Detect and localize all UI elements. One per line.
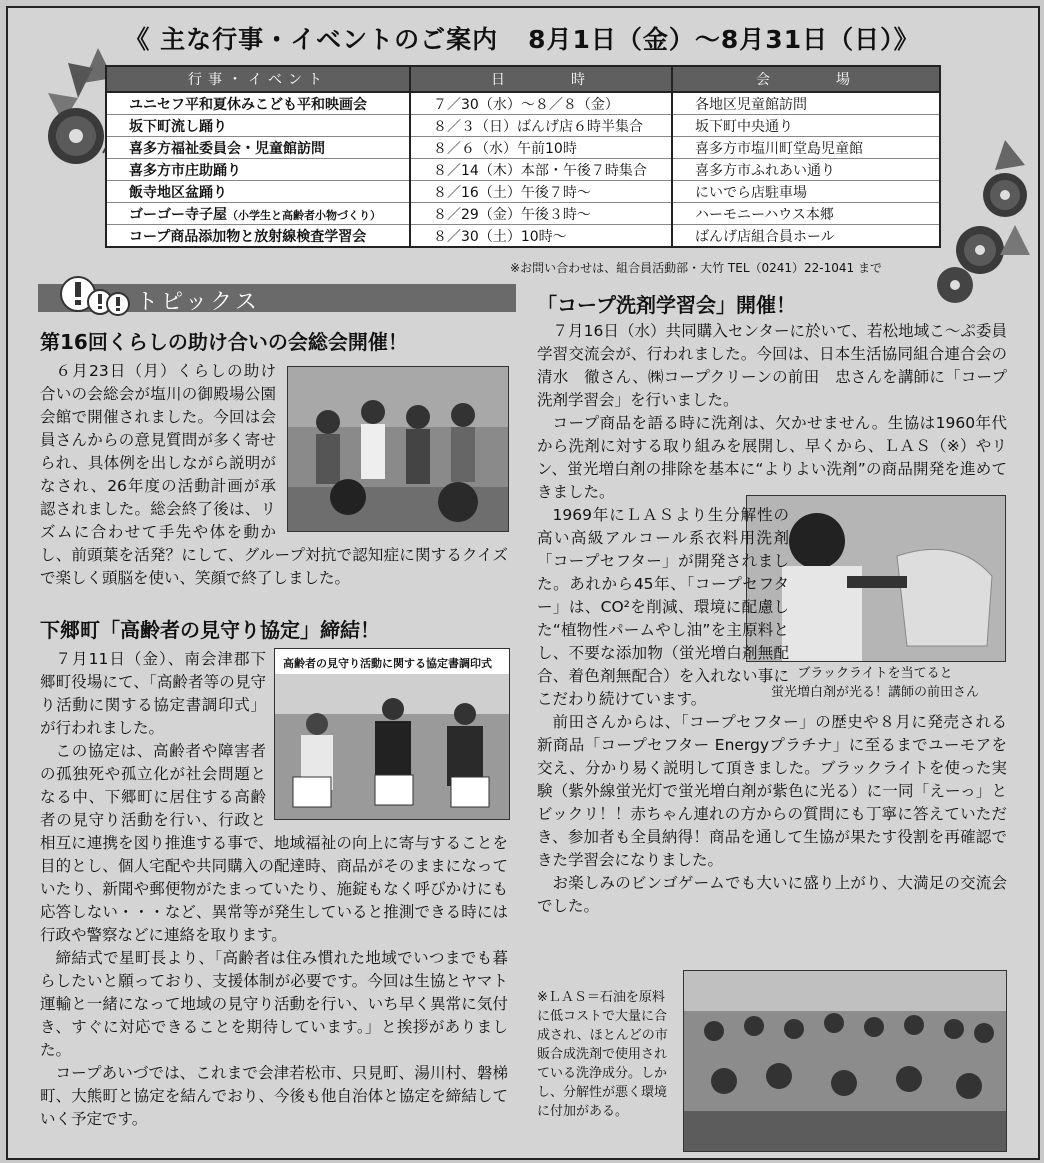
table-row (106, 225, 940, 248)
title-period: 8月1日（金）～8月31日（日）》 (528, 25, 920, 54)
table-row (106, 203, 940, 225)
header-venue: 会 場 (672, 66, 940, 92)
event-time: ８／３（日）ばんげ店６時半集合 (410, 115, 672, 137)
table-row (106, 92, 940, 115)
article2-paragraph-4: コープあいづでは、これまで会津若松市、只見町、湯川村、磐梯町、大熊町と協定を結んでおり、今後も他自治体と協定を締結していく予定です。 (40, 1064, 508, 1128)
article3-body-mid (537, 504, 1007, 918)
article2-paragraph-2: この協定は、高齢者や障害者の孤独死や孤立化が社会問題となる中、下郷町に居住する高齢者の見守り活動を行い、行政と相互に連携を図り推進する事で、地域福祉の向上に寄与することを目的とし、個人宅配や共同購入の配達時、商品がそのままになっていたり、新聞や郵便物がたまっていたり、施錠もなく呼びかけにも応答しない・・・など、異常等が発生していると推測できる時には行政や警察などに連絡を取ります。 (40, 742, 508, 944)
article3-paragraph-3: 1969年にＬＡＳより生分解性の高い高級アルコール系衣料用洗剤「コープセフター」が開発されました。あれから45年、「コープセフター」は、CO²を削減、環境に配慮した“植物性パームやし油”を主原料とし、不要な添加物（蛍光増白剤無配合、着色剤無配合）を入れない事にこだわり続けています。 (537, 506, 789, 708)
event-name: ユニセフ平和夏休みこども平和映画会 (106, 92, 410, 115)
article2-paragraph-1: ７月11日（金）、南会津郡下郷町役場にて、「高齢者等の見守り活動に関する協定書調印式」が行われました。 (40, 650, 266, 737)
photo-study-meeting (683, 970, 1007, 1152)
event-time: ８／30（土）10時～ (410, 225, 672, 248)
article2-body (40, 740, 508, 1131)
article2-heading: 下郷町「高齢者の見守り協定」締結！ (40, 618, 380, 642)
photo-banner-text: 高齢者の見守り活動に関する協定書調印式 (283, 657, 492, 670)
event-time: ８／16（土）午後７時～ (410, 181, 672, 203)
topics-label: トピックス (136, 290, 260, 315)
morning-glory-right-icon (935, 135, 1035, 310)
study-meeting-photo-image (684, 971, 1006, 1151)
topics-banner (38, 284, 516, 315)
exclamation-bubbles-icon (56, 274, 132, 318)
article3-paragraph-4: 前田さんからは、「コープセフター」の歴史や８月に発売される新商品「コープセフター Energyプラチナ」に至るまでユーモアを交え、分かり易く説明して頂きました。ブラックライトを使った実験（紫外線蛍光灯で蛍光増白剤が紫色に光る）に一同「えーっ」とビックリ！！赤ちゃん連れの方からの質問にも丁寧に答えていただき、参加者も全員納得！商品を通して生協が果たす役割を再確認できた学習会になりました。 (537, 713, 1007, 869)
event-name: 喜多方福祉委員会・児童館訪問 (106, 137, 410, 159)
events-header-row (106, 66, 940, 92)
article3-paragraph-2: コープ商品を語る時に洗剤は、欠かせません。生協は1960年代から洗剤に対する取り組みを展開し、早くから、ＬＡＳ（※）やリン、蛍光増白剤の排除を基本に“よりよい洗剤”の商品開発を進めてきました。 (537, 414, 1007, 501)
event-name: 坂下町流し踊り (106, 115, 410, 137)
event-time: ７／30（水）～８／８（金） (410, 92, 672, 115)
event-name: 飯寺地区盆踊り (106, 181, 410, 203)
article3-body-top (537, 320, 1007, 504)
article3-heading: 「コープ洗剤学習会」開催！ (537, 293, 796, 317)
table-row (106, 115, 940, 137)
article3-paragraph-5: お楽しみのビンゴゲームでも大いに盛り上がり、大満足の交流会でした。 (537, 874, 1007, 915)
event-time: ８／６（水）午前10時 (410, 137, 672, 159)
event-name: ゴーゴー寺子屋（小学生と高齢者小物づくり） (106, 203, 410, 225)
article2-col-top (40, 648, 266, 740)
blacklight-caption: ブラックライトを当てると 蛍光増白剤が光る！講師の前田さん (770, 666, 979, 700)
events-table (105, 65, 941, 248)
article3-paragraph-1: ７月16日（水）共同購入センターに於いて、若松地域こ～ぷ委員学習交流会が、行われました。今回は、日本生活協同組合連合会の清水 徹さん、㈱コープクリーンの前田 忠さんを講師に「コープ洗剤学習会」を行いました。 (537, 322, 1007, 409)
event-time: ８／29（金）午後３時～ (410, 203, 672, 225)
header-event: 行事・イベント (106, 66, 410, 92)
event-note: （小学生と高齢者小物づくり） (227, 208, 381, 222)
event-place: 各地区児童館訪問 (672, 92, 940, 115)
page-title (0, 20, 1044, 56)
event-time: ８／14（木）本部・午後７時集合 (410, 159, 672, 181)
event-place: にいでら店駐車場 (672, 181, 940, 203)
title-text: 《 主な行事・イベントのご案内 (124, 25, 499, 54)
header-datetime: 日 時 (410, 66, 672, 92)
table-row (106, 181, 940, 203)
article1-paragraph: ６月23日（月）くらしの助け合いの会総会が塩川の御殿場公園会館で開催されました。今回は会員さんからの意見質問が多く寄せられ、具体例を出しながら説明がなされ、26年度の活動計画が承認されました。総会終了後は、リズムに合わせて手先や体を動かし、前頭葉を活発？にして、グループ対抗で認知症に関するクイズで楽しく頭脳を使い、笑顔で終了しました。 (40, 362, 508, 587)
las-footnote: ※ＬＡＳ＝石油を原料に低コストで大量に合成され、ほとんどの市販合成洗剤で使用されている洗浄成分。しかし、分解性が悪く環境に付加がある。 (537, 990, 668, 1119)
event-place: ハーモニーハウス本郷 (672, 203, 940, 225)
article1-body (40, 360, 508, 590)
event-place: ばんげ店組合員ホール (672, 225, 940, 248)
event-place: 喜多方市ふれあい通り (672, 159, 940, 181)
event-name: コープ商品添加物と放射線検査学習会 (106, 225, 410, 248)
contact-note: ※お問い合わせは、組合員活動部・大竹 TEL（0241）22-1041 まで (510, 261, 882, 275)
table-row (106, 159, 940, 181)
table-row (106, 137, 940, 159)
event-place: 坂下町中央通り (672, 115, 940, 137)
article2-paragraph-3: 締結式で星町長より、「高齢者は住み慣れた地域でいつまでも暮らしたいと願っており、支援体制が必要です。今回は生協とヤマト運輸と一緒になって地域の見守り活動を行い、いち早く異常に気付き、すぐに対応できることを期待しています。」と挨拶がありました。 (40, 949, 508, 1059)
event-place: 喜多方市塩川町堂島児童館 (672, 137, 940, 159)
article1-heading: 第16回くらしの助け合いの会総会開催！ (40, 330, 408, 354)
event-name: 喜多方市庄助踊り (106, 159, 410, 181)
